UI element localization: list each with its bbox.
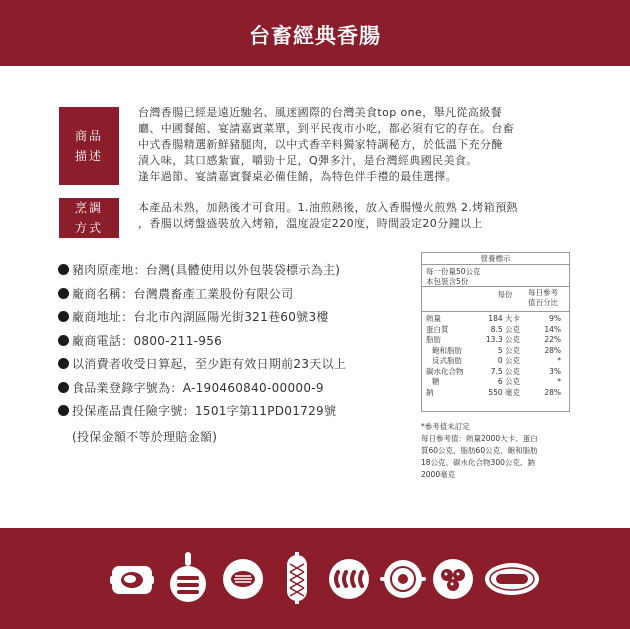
nutrition-rows — [422, 311, 569, 398]
info-item: 食品業登錄字號為：A-190460840-00000-9 — [58, 376, 408, 400]
nutrition-table — [421, 252, 570, 412]
description-label-line1: 商品 — [74, 129, 103, 143]
bullet-icon — [58, 288, 69, 299]
nutrition-row: 飽和脂肪 5 公克 28% — [432, 345, 561, 355]
nutrition-title: 營養標示 — [422, 253, 569, 265]
pan-icon — [380, 558, 426, 600]
info-item: 豬肉原產地：台灣(具體使用以外包裝袋標示為主) — [58, 258, 408, 282]
nutrition-row: 蛋白質 8.5 公克 14% — [426, 324, 561, 334]
sausage-plate-icon — [484, 562, 540, 596]
bullet-icon — [58, 405, 69, 416]
meatballs-plate-icon — [432, 558, 474, 600]
description-line: 台灣香腸已經是遠近馳名、風迷國際的台灣美食top one，舉凡從高級餐 — [138, 106, 502, 119]
serving-size: 每一份量50公克 — [426, 267, 481, 276]
info-item: 廠商地址：台北市內湖區陽光街321巷60號3樓 — [58, 305, 408, 329]
nutrition-row: 碳水化合物 7.5 公克 3% — [426, 366, 561, 376]
info-item: 廠商名稱：台灣農畜產工業股份有限公司 — [58, 282, 408, 306]
description-label-line2: 描述 — [74, 149, 103, 163]
col-daily-value: 每日參考 值百分比 — [528, 288, 558, 307]
bullet-icon — [58, 311, 69, 322]
info-item: 投保產品責任險字號：1501字第11PD01729號 — [58, 399, 408, 423]
cooking-label-line1: 烹調 — [74, 201, 103, 215]
bullet-icon — [58, 358, 69, 369]
servings-per-package: 本包裝含5份 — [422, 277, 569, 287]
page-title: 台畜經典香腸 — [249, 24, 381, 48]
nutrition-row: 熱量 184 大卡 9% — [426, 314, 561, 323]
nutrition-notes: *參考值未訂定 每日參考值：熱量2000大卡、蛋白 質60公克、脂肪60公克、飽和脂肪 18公克、碳水化合物300公克、鈉 2000毫克 — [421, 422, 538, 479]
steak-plate-icon — [222, 558, 264, 600]
cooking-label-line2: 方式 — [74, 221, 103, 235]
info-item: 以消費者收受日算起，至少距有效日期前23天以上 — [58, 352, 408, 376]
bullet-icon — [58, 382, 69, 393]
roast-meat-tray-icon — [110, 558, 154, 600]
bacon-pan-icon — [168, 552, 208, 604]
cooking-label — [59, 198, 119, 238]
nutrition-row: 反式脂肪 0 公克 * — [432, 356, 561, 365]
cooking-text — [138, 200, 584, 232]
sliced-sausage-plate-icon — [328, 558, 370, 600]
nutrition-column-headers — [422, 288, 569, 308]
description-line: 廳、中國餐館、宴請嘉賓菜單，到平民夜市小吃，都必須有它的存在。台畜 — [138, 122, 515, 135]
description-line: 中式香腸精選新鮮豬腿肉，以中式香辛料獨家特調秘方，於低溫下充分醃 — [138, 138, 503, 151]
bullet-icon — [58, 264, 69, 275]
description-label — [59, 107, 119, 185]
info-item: 廠商電話：0800-211-956 — [58, 329, 408, 353]
description-line: 逢年過節、宴請嘉賓餐桌必備佳餚，為特色伴手禮的最佳選擇。 — [138, 170, 458, 183]
product-info-list — [58, 258, 408, 445]
col-per-serving: 每份 — [497, 290, 513, 299]
header-band — [0, 0, 630, 66]
sausage-icon — [284, 552, 310, 604]
insurance-note: (投保金額不等於理賠金額) — [72, 429, 218, 444]
cooking-line: 本產品未熟，加熱後才可食用。1.油煎熱後，放入香腸慢火煎熟 2.烤箱預熱 — [138, 201, 518, 214]
description-text — [138, 105, 584, 185]
nutrition-row: 脂肪 13.3 公克 22% — [426, 335, 561, 344]
nutrition-row: 鈉 550 毫克 28% — [426, 387, 561, 397]
description-line: 漬入味，其口感紮實，嚼勁十足，Q彈多汁，是台灣經典國民美食。 — [138, 154, 478, 167]
cooking-line: ，香腸以烤盤盛裝放入烤箱，溫度設定220度，時間設定20分鐘以上 — [138, 217, 483, 230]
nutrition-row: 糖 6 公克 * — [432, 377, 561, 386]
bullet-icon — [58, 335, 69, 346]
food-icon-row — [110, 552, 540, 604]
